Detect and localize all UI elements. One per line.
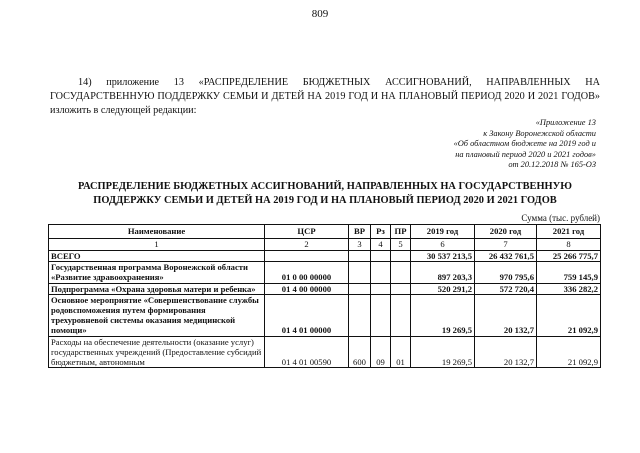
row-2021: 21 092,9 [537, 294, 601, 336]
column-index: 6 [411, 239, 475, 251]
column-index: 5 [391, 239, 411, 251]
column-index: 1 [49, 239, 265, 251]
row-vr [349, 294, 371, 336]
row-2021: 21 092,9 [537, 336, 601, 368]
row-csr: 01 4 00 00000 [265, 283, 349, 294]
row-2019: 19 269,5 [411, 294, 475, 336]
col-header-pr: ПР [391, 225, 411, 239]
row-pr [391, 294, 411, 336]
units-label: Сумма (тыс. рублей) [521, 213, 600, 223]
col-header-2021: 2021 год [537, 225, 601, 239]
col-header-csr: ЦСР [265, 225, 349, 239]
column-index: 3 [349, 239, 371, 251]
row-rz: 09 [371, 336, 391, 368]
row-2021: 336 282,2 [537, 283, 601, 294]
column-index: 8 [537, 239, 601, 251]
row-2019: 30 537 213,5 [411, 251, 475, 262]
row-name: ВСЕГО [49, 251, 265, 262]
appendix-line-5: от 20.12.2018 № 165-ОЗ [508, 160, 596, 170]
row-2020: 572 720,4 [475, 283, 537, 294]
row-rz [371, 251, 391, 262]
row-vr [349, 251, 371, 262]
row-pr: 01 [391, 336, 411, 368]
column-index: 7 [475, 239, 537, 251]
page-number: 809 [311, 8, 329, 20]
row-vr [349, 283, 371, 294]
appendix-line-2: к Закону Воронежской области [483, 128, 596, 138]
col-header-rz: Рз [371, 225, 391, 239]
intro-paragraph: 14) приложение 13 «РАСПРЕДЕЛЕНИЕ БЮДЖЕТНЫХ АССИГНОВАНИЙ, НАПРАВЛЕННЫХ НА ГОСУДАРСТВЕННУЮ ПОДДЕРЖКУ СЕМЬИ И ДЕТЕЙ НА 2019 ГОД И НА ПЛАНОВЫЙ ПЕРИОД 2020 И 2021 ГОДОВ» изложить в следующей редакции: [50, 77, 600, 116]
row-2019: 520 291,2 [411, 283, 475, 294]
col-header-vr: ВР [349, 225, 371, 239]
col-header-2019: 2019 год [411, 225, 475, 239]
col-header-2020: 2020 год [475, 225, 537, 239]
row-csr [265, 251, 349, 262]
col-header-name: Наименование [49, 225, 265, 239]
table-row-total [49, 251, 601, 262]
table-row [49, 336, 601, 368]
column-index: 2 [265, 239, 349, 251]
row-vr: 600 [349, 336, 371, 368]
row-2020: 20 132,7 [475, 294, 537, 336]
row-csr: 01 4 01 00000 [265, 294, 349, 336]
row-pr [391, 262, 411, 283]
row-pr [391, 283, 411, 294]
row-name: Государственная программа Воронежской области «Развитие здравоохранения» [49, 262, 265, 283]
row-rz [371, 294, 391, 336]
appendix-line-3: «Об областном бюджете на 2019 год и [453, 139, 596, 149]
row-2019: 19 269,5 [411, 336, 475, 368]
table-header-row [49, 225, 601, 239]
table-row [49, 262, 601, 283]
row-name: Подпрограмма «Охрана здоровья матери и ребенка» [49, 283, 265, 294]
appendix-line-1: «Приложение 13 [535, 118, 596, 127]
budget-table [48, 224, 601, 368]
row-name: Основное мероприятие «Совершенствование службы родовспоможения путем формирования трехуровневой системы оказания медицинской помощи» [49, 294, 265, 336]
row-2020: 26 432 761,5 [475, 251, 537, 262]
column-index-row [49, 239, 601, 251]
table-row [49, 294, 601, 336]
row-name: Расходы на обеспечение деятельности (оказание услуг) государственных учреждений (Предоставление субсидий бюджетным, автономным [49, 336, 265, 368]
row-2020: 20 132,7 [475, 336, 537, 368]
row-csr: 01 0 00 00000 [265, 262, 349, 283]
row-2019: 897 203,3 [411, 262, 475, 283]
row-pr [391, 251, 411, 262]
row-csr: 01 4 01 00590 [265, 336, 349, 368]
title-line-1: РАСПРЕДЕЛЕНИЕ БЮДЖЕТНЫХ АССИГНОВАНИЙ, НАПРАВЛЕННЫХ НА ГОСУДАРСТВЕННУЮ [78, 181, 572, 192]
row-vr [349, 262, 371, 283]
document-title [60, 180, 590, 207]
row-2021: 25 266 775,7 [537, 251, 601, 262]
title-line-2: ПОДДЕРЖКУ СЕМЬИ И ДЕТЕЙ НА 2019 ГОД И НА ПЛАНОВЫЙ ПЕРИОД 2020 И 2021 ГОДОВ [93, 194, 557, 206]
row-rz [371, 283, 391, 294]
table-row [49, 283, 601, 294]
appendix-note [356, 118, 596, 171]
row-2021: 759 145,9 [537, 262, 601, 283]
column-index: 4 [371, 239, 391, 251]
appendix-line-4: на плановый период 2020 и 2021 годов» [455, 149, 596, 159]
row-2020: 970 795,6 [475, 262, 537, 283]
row-rz [371, 262, 391, 283]
